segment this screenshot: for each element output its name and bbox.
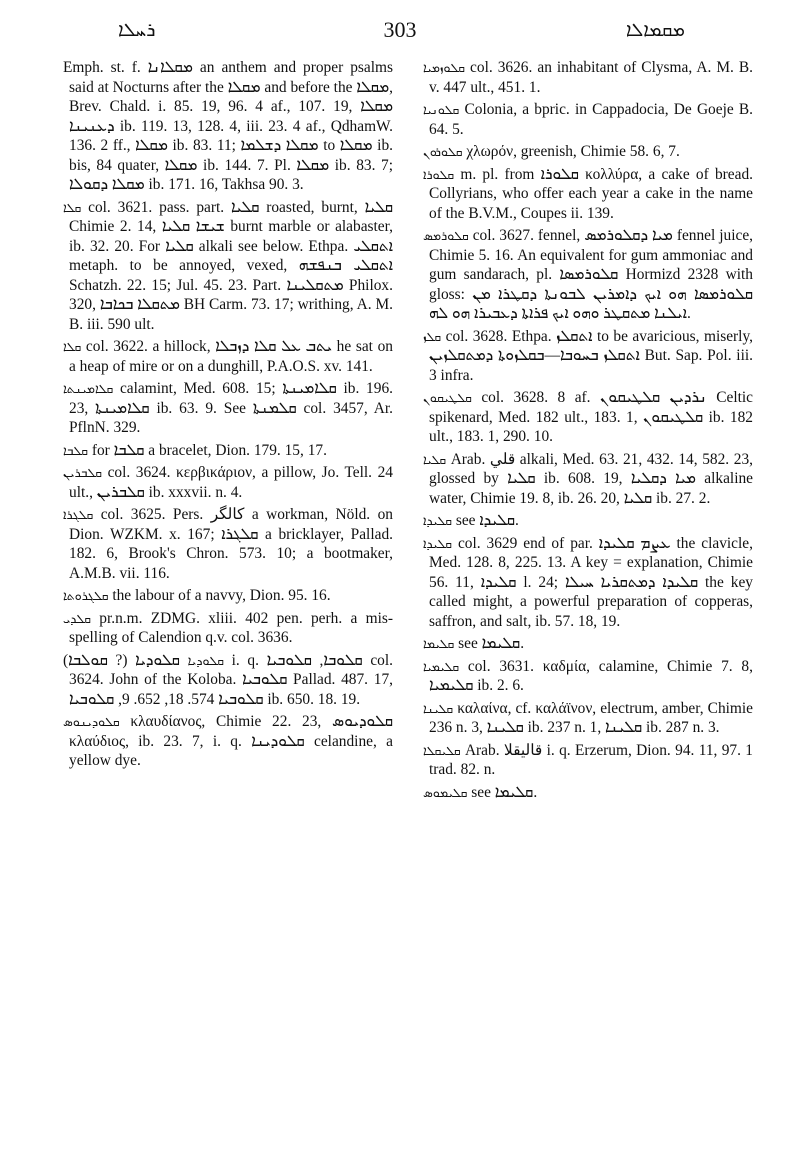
entry-text: καλαίνα, cf. καλάϊνον, electrum, amber, Chimie 236 n. 3, ܩܠܝܢܐ ib. 237 n. 1, ܩܠܝܢܐ ib. 287 n. 3.	[429, 699, 753, 736]
dictionary-entry	[423, 741, 753, 780]
dictionary-entry	[423, 327, 753, 386]
entry-headword: ܩܠܝܡܝܐ	[423, 658, 460, 674]
entry-headword: ܩܠܝܢܐ	[423, 700, 454, 716]
entry-headword: ܩܠܛܝܩܘܢ	[423, 390, 472, 405]
entry-headword: ܩܠܘܪܘܢ	[423, 144, 463, 159]
entry-headword: ܩܠܐ	[63, 339, 82, 354]
entry-text: Colonia, a bpric. in Cappadocia, De Goeje B. 64. 5.	[429, 101, 753, 138]
entry-headword: ܩܠܘܕܝܐ	[187, 652, 224, 668]
entry-text: κλαυδίανος, Chimie 22. 23, ܩܠܘܕܝܘܣ κλαύδιος, ib. 23. 7, i. q. ܩܠܘܕܝܢܐ celandine, a yellow dye.	[69, 713, 393, 769]
dictionary-entry	[63, 337, 393, 376]
dictionary-entry	[423, 534, 753, 632]
entry-headword: ܩܠܒܐ	[63, 442, 88, 458]
page-number: 303	[383, 17, 417, 42]
dictionary-entry	[423, 511, 753, 531]
dictionary-entry	[63, 505, 393, 583]
entry-headword: ܩܠܕܝ	[63, 610, 91, 626]
entry-text: col. 3625. Pers. کالگر a workman, Nöld. on Dion. WZKM. x. 167; ܩܠܓܪܐ a bricklayer, Pallad. 182. 6, Brook's Chron. 573. 10; a bootmaker, A.M.B. vii. 116.	[69, 506, 393, 582]
dictionary-entry	[423, 450, 753, 509]
entry-text: Arab. قاليقلا i. q. Erzerum, Dion. 94. 11, 97. 1 trad. 82. n.	[429, 741, 753, 778]
dictionary-entry	[423, 699, 753, 738]
entry-text: for ܩܠܒܐ a bracelet, Dion. 179. 15, 17.	[91, 441, 327, 459]
entry-text: col. 3624. κερβικάριον, a pillow, Jo. Tell. 24 ult., ܩܠܒܪܝܢ ib. xxxvii. n. 4.	[69, 464, 393, 501]
entry-text: see ܩܠܝܕܐ.	[455, 512, 519, 529]
entry-headword: ܩܠܝܕܐ	[423, 535, 452, 551]
entry-headword: ܩܠܘܪܐ	[423, 166, 455, 182]
dictionary-entry	[423, 58, 753, 97]
dictionary-entry	[423, 657, 753, 696]
entry-headword: ܩܠܒܪܝܢ	[63, 465, 102, 480]
entry-headword: ܩܠܝܡܐ	[423, 636, 455, 651]
entry-headword: ܩܠܘܕܝܢܘܣ	[63, 714, 120, 729]
entry-headword: ܩܠܘܢܝܐ	[423, 102, 460, 117]
dictionary-entry	[423, 100, 753, 139]
entry-text: col. 3629 end of par. ܥܨܡ ܩܠܝܕܐ the clavicle, Med. 128. 8, 225. 13. A key = explanation, Chimie 56. 11, ܩܠܝܕܐ l. 24; ܩܠܝܕܐ ܕܡܬܩܪܝܐ ܚܝܠܐ the key called might, a powerful preparation of copperas, saffron, and salt, ib. 57. 18, 19.	[429, 534, 753, 630]
running-head-left: ܪܚܠܐ	[118, 19, 156, 41]
running-head-right: ܡܩܡܐܠܐ	[625, 19, 685, 41]
entry-text: col. 3628. 8 af. ܢܪܕܝܢ ܩܠܛܝܩܘܢ Celtic spikenard, Med. 182 ult., 183. 1, ܩܠܛܝܩܘܢ ib. 182 ult., 183. 1, 290. 10.	[429, 389, 753, 445]
dictionary-entry	[423, 142, 753, 162]
entry-text: Emph. st. f. ܡܩܠܐܢܐ an anthem and proper psalms said at Nocturns after the ܡܩܠܐ and before the ܡܩܠܐ, Brev. Chald. i. 85. 19, 96. 4 af., 107. 19, ܡܩܠܐ ܕܥܢܝܢܐ ib. 119. 13, 128. 4, iii. 23. 4 af., QdhamW. 136. 2 ff., ܡܩܠܐ ib. 83. 11; ܡܩܠܐ ܕܫܠܡܐ to ܡܩܠܐ ib. bis, 84 quater, ܡܩܠܐ ib. 144. 7. Pl. ܡܩܠܐ ib. 83. 7; ܡܩܠܐ ܕܩܘܠܐ ib. 171. 16, Takhsa 90. 3.	[63, 59, 393, 193]
dictionary-entry	[423, 226, 753, 324]
left-column	[63, 58, 393, 1143]
dictionary-entry	[63, 379, 393, 438]
entry-text: col. 3628. Ethpa. ܐܬܩܠܙ to be avaricious, miserly, ܐܬܩܠܙ ܒܚܘܒܐ—ܒܩܠܙܘܬܐ ܕܡܬܩܠܙܝܢ But. Sap. Pol. iii. 3 infra.	[429, 327, 753, 384]
entry-headword: ܩܠܓܪܘܬܐ	[63, 588, 109, 603]
dictionary-entry	[423, 634, 753, 654]
dictionary-entry	[423, 388, 753, 447]
page-header	[0, 10, 800, 50]
entry-headword: ܩܠܝܡܘܣ	[423, 784, 468, 800]
entry-headword: ܩܠܐ	[63, 199, 82, 215]
dictionary-entry	[63, 609, 393, 648]
entry-text: col. 3621. pass. part. ܩܠܝܐ roasted, burnt, ܩܠܝܐ Chimie 2. 14, ܫܝܫܐ ܩܠܝܐ burnt marble or alabaster, ib. 32. 20. For ܩܠܝܐ alkali see below. Ethpa. ܐܬܩܠܝ metaph. to be annoyed, vexed, ܐܬܩܠܝ ܒܢܦܫܗ Schatzh. 22. 15; Jul. 45. 23. Part. ܡܬܩܠܝܢܐ Philox. 320, ܡܬܩܠܐ ܒܟܐܒܐ BH Carm. 73. 17; writhing, A. M. B. iii. 590 ult.	[69, 198, 393, 333]
entry-headword: ܩܠܙ	[423, 328, 442, 344]
entry-text: Arab. قلي alkali, Med. 63. 21, 432. 14, 582. 23, glossed by ܩܠܝܐ ib. 608. 19, ܡܝܐ ܕܩܠܝܐ alkaline water, Chimie 19. 8, ib. 26. 20, ܩܠܝܐ ib. 27. 2.	[429, 450, 753, 507]
dictionary-entry	[63, 712, 393, 771]
dictionary-entry	[423, 165, 753, 224]
dictionary-entry	[63, 58, 393, 195]
entry-text: calamint, Med. 608. 15; ܩܠܐܡܝܢܬܐ ib. 196. 23, ܩܠܐܡܝܢܬܐ ib. 63. 9. See ܩܠܡܢܬܐ col. 3457, Ar. PflnN. 329.	[69, 380, 393, 436]
entry-headword: ܩܠܘܙܡܝܐ	[423, 60, 466, 75]
entry-text: the labour of a navvy, Dion. 95. 16.	[112, 587, 331, 604]
entry-headword: ܩܠܝܩܠܐ	[423, 742, 461, 758]
entry-text: col. 3622. a hillock, ܝܬܒ ܥܠ ܩܠܐ ܕܙܒܠܐ he sat on a heap of mire or on a dunghill, P.A.O.S. xv. 141.	[69, 338, 393, 375]
entry-text: see ܩܠܝܡܐ.	[471, 783, 538, 801]
dictionary-entry	[63, 651, 393, 710]
entry-headword: ܩܠܘܪܡܣ	[423, 228, 469, 243]
dictionary-entry	[423, 783, 753, 803]
entry-headword: ܩܠܝܐ	[423, 451, 447, 467]
dictionary-entry	[63, 441, 393, 461]
entry-headword: ܩܠܝܕܐ	[423, 513, 452, 528]
right-column	[423, 58, 753, 1143]
entry-headword: ܩܠܐܡܝܢܬܐ	[63, 381, 114, 396]
entry-text: χλωρόν, greenish, Chimie 58. 6, 7.	[466, 143, 680, 160]
entry-text: col. 3626. an inhabitant of Clysma, A. M. B. v. 447 ult., 451. 1.	[429, 59, 753, 96]
entry-text: m. pl. from ܩܠܘܪܐ κολλύρα, a cake of bread. Collyrians, who offer each year a cake in the name of the B.V.M., Coupes ii. 139.	[429, 165, 753, 222]
entry-headword: ܩܠܓܪܐ	[63, 507, 94, 522]
dictionary-entry	[63, 586, 393, 606]
entry-text: pr.n.m. ZDMG. xliii. 402 pen. perh. a mis-spelling of Calendion q.v. col. 3636.	[69, 609, 393, 646]
dictionary-entry	[63, 198, 393, 335]
dictionary-columns	[63, 58, 753, 1143]
entry-text: ܩܠܘܕܝܐ (? ܩܘܠܒܐ) i. q. ܩܠܘܒܐ, ܩܠܘܒܝܐ col. 3624. John of the Koloba. ܩܠܘܒܝܐ Pallad. 487. 17, ܩܠܘܒܝܐ 574. 18, 652. 9, ܩܠܘܒܝܐ ib. 650. 18. 19.	[63, 651, 393, 708]
entry-text: col. 3627. fennel, ܡܝܐ ܕܩܠܘܪܡܣ fennel juice, Chimie 5. 16. An equivalent for gum ammoniac and gum sandarach, pl. ܩܠܘܪܡܣܐ Hormizd 2328 with gloss: ܩܠܘܪܡܣܐ ܗܘ ܐܝܟ ܕܐܡܪܝܢ ܠܒܘܢܬܐ ܕܩܛܪܐ ܡܢ ܐܝܠܢܐ ܡܬܩܛܪ ܘܗܘ ܐܝܟ ܦܪܐܬܐ ܕܥܒܝܪܐ ܗܘ ܠܗ.	[429, 227, 753, 322]
entry-text: col. 3631. καδμία, calamine, Chimie 7. 8, ܩܠܝܡܝܐ ib. 2. 6.	[429, 657, 753, 694]
dictionary-entry	[63, 463, 393, 502]
entry-text: see ܩܠܝܡܐ.	[458, 635, 525, 652]
